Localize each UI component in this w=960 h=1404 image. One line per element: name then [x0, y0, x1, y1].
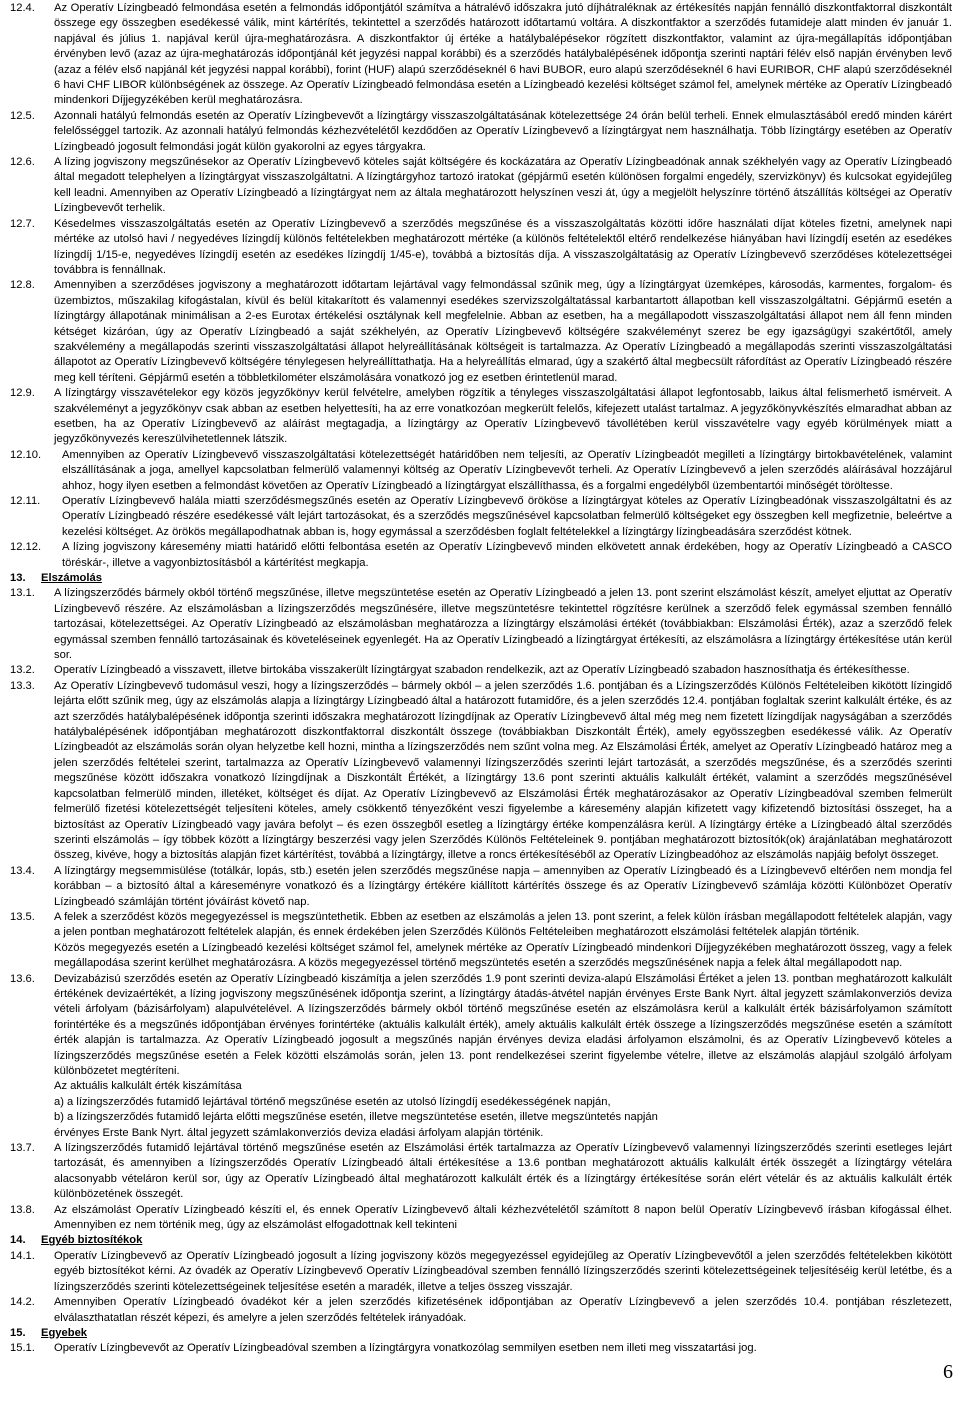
clause-number: 12.11. [10, 495, 41, 507]
clause [10, 972, 952, 1141]
clause-number: 13.4. [10, 864, 35, 877]
clause [10, 448, 952, 494]
clause [10, 540, 952, 571]
section-number: 15. [10, 1326, 26, 1339]
clause [10, 679, 952, 864]
clause [10, 910, 952, 972]
clause [10, 1341, 952, 1356]
document-body [10, 1, 952, 1357]
section-number: 14. [10, 1234, 26, 1247]
clause-number: 12.8. [10, 279, 35, 292]
clause [10, 494, 952, 540]
clause-text: A lízing jogviszony káresemény miatti határidő előtti felbontása esetén az Operatív Lízingbevevő minden elkövetett annak érdekében, hogy az Operatív Lízingbeadó a CASCO töréskár-, illetve a vagyonbiztosításból a kártérítést megkapja. [62, 541, 952, 569]
clause-number: 12.12. [10, 541, 42, 554]
clause-text: A lízingtárgy visszavételekor egy közös jegyzőkönyv kerül felvételre, amelyben rögzítik a tényleges visszaszolgáltatási állapot legfontosabb, laikus által felismerhető ismérveit. A szakvéleményt a jegyzőkönyv csak abban az esetben helyettesíti, ha az erre vonatkozóan megkerült felelős, kifejezett utalást tartalmaz. A jegyzőkönyvkészítés elmaradhat abban az esetben, ha az Operatív Lízingbevevő az aláírást megtagadja, a lízingtárgy az Operatív Lízingbevevő távollétében kerül visszavételre vagy egyéb körülmények miatt a jegyzőkönyvezés kereszülvihetetlennek látszik. [54, 387, 952, 446]
clause [10, 586, 952, 663]
clause-number: 12.4. [10, 2, 35, 14]
clause-text: Az Operatív Lízingbeadó felmondása esetén a felmondás időpontjától számítva a hátralévő időszakra jutó díjhátraléknak az értékesítés napján fennálló diszkontfaktorral diszkontált összege egy összegben esedékessé válik, mint kártérítés, tekintettel a szerződés határozott időtartamú voltára. A diszkontfaktor a szerződés futamideje alatt minden év január 1. napjával és július 1. napjával kerül újra-meghatározásra. A diszkontfaktor új értéke a hatálybalépésekor rögzített diszkontfaktor, valamint az újra-megállapítás időpontjában érvényben levő (azaz az újra-meghatározás időpontjánál két jegyzési nappal korábbi) és a szerződés hatálybalépésének időpontja szerinti naptári félév első napján érvényben levő (azaz a félév első napjánál két jegyzési nappal korábbi), forint (HUF) alapú szerződéseknél 6 havi BUBOR, euro alapú szerződéseknél 6 havi EURIBOR, CHF alapú szerződéseknél 6 havi CHF LIBOR különbségének az összege. Az Operatív Lízingbeadó felmondása esetén a Lízingbeadó kezelési költséget számol fel, amelynek mértéke az Operatív Lízingbeadó mindenkori Díjjegyzékében kerül meghatározásra. [54, 2, 952, 107]
clause-number: 14.2. [10, 1296, 35, 1309]
clause-number: 12.10. [10, 448, 42, 461]
section-title: Egyéb biztosítékok [41, 1234, 143, 1247]
clause [10, 155, 952, 217]
clause-text: A lízingtárgy megsemmisülése (totálkár, lopás, stb.) esetén jelen szerződés megszűnése napja – amennyiben az Operatív Lízingbeadó és a Lízingbevevő eltérően nem mondja fel korábban – a biztosító által a káreseményre vonatkozó és a lízingtárgy értékére kiállított kártérítés összege és az Operatív Lízingbevevő számlája közötti Különbözet Operatív Lízingbeadó számláján történt jóváírást követő nap. [54, 864, 952, 908]
clause-text: Operatív Lízingbevevő az Operatív Lízingbeadó jogosult a lízing jogviszony közös megegyezéssel egyidejűleg az Operatív Lízingbevevőtől a jelen szerződés feltételekben kikötött egyéb biztosítékot kérni. Az óvadék az Operatív Lízingbevevő Operatív Lízingbeadóval szemben fennálló lízingszerződés szerinti kötelezettségeinek teljesítéséig kerül letétbe, és a lízingszerződés szerinti kötelezettségeinek teljesítése esetén a maradék, illetve a teljes összeg visszajár. [54, 1249, 952, 1293]
clause-text: Amennyiben az Operatív Lízingbevevő visszaszolgáltatási kötelezettségét határidőben nem teljesíti, az Operatív Lízingbeadót megilleti a lízingtárgy birtokbavételének, valamint elszállításának a joga, amellyel kapcsolatban felmerülő valamennyi költség az Operatív Lízingbevevőt terheli. Az Operatív Lízingbevevő a jelen szerződés aláírásával hozzájárul ahhoz, hogy ilyen esetben a felmondást követően az Operatív Lízingbeadó a lízingtárgyat elszállíthassa, és a forgalmi engedélyből üzembentartói minőségét töröltesse. [62, 448, 952, 492]
clause-text: Késedelmes visszaszolgáltatás esetén az Operatív Lízingbevevő a szerződés megszűnése és a visszaszolgáltatás közötti időre használati díjat köteles fizetni, amelynek napi mértéke az utolsó havi / negyedéves lízingdíj különös feltételekben meghatározott mértéke (a különös feltételektől eltérő rendelkezése hiányában havi lízingdíj esetén az esedékes lízingdíj 1/15-e, negyedéves lízingdíj esetén az esedékes lízingdíj 1/45-e), továbbá a biztosítás díja. A visszaszolgáltatásig az Operatív Lízingbevevő szerződéses kötelezettségei továbbra is fennállnak. [54, 217, 952, 276]
clause-text: A lízing jogviszony megszűnésekor az Operatív Lízingbevevő köteles saját költségére és kockázatára az Operatív Lízingbeadónak annak székhelyén vagy az Operatív Lízingbeadó által megadott telephelyen a lízingtárgyat visszaszolgáltatni. A lízingtárgyhoz tartozó iratokat (gépjármű esetén különösen forgalmi engedély, szervizkönyv) és kulcsokat egyidejűleg kell leadni. Amennyiben az Operatív Lízingbeadó a lízingtárgyat nem az általa meghatározott helyszínen veszi át, úgy a megjelölt helyszínre történő átszállítás költségei az Operatív Lízingbevevőt terhelik. [54, 156, 952, 215]
section-heading [10, 571, 952, 586]
clause-number: 13.8. [10, 1203, 35, 1216]
clause-text: Amennyiben a szerződéses jogviszony a meghatározott időtartam lejártával vagy felmondással szűnik meg, úgy a lízingtárgyat üzemképes, károsodás, karmentes, forgalom- és üzembiztos, műszakilag kifogástalan, kívül és belül kitakarított és valamennyi esedékes szervizszolgáltatással karbantartott állapotban kell visszaszolgáltatni. Gépjármű esetén a lízingtárgy állapotának minimálisan a 2-es Eurotax értékelési osztálynak kell megfelelnie. Abban az esetben, ha a megállapodott visszaszolgáltatási állapot nem áll fenn minden kétséget kizáróan, úgy az Operatív Lízingbeadó a saját székhelyén, az Operatív Lízingbevevő költségére szakvéleményt szerez be egy igazságügyi szakértőtől, amely szakvélemény a megállapodás szerinti visszaszolgáltatási állapot helyreállításának költségeit is tartalmazza. Az Operatív Lízingbeadó a megállapodás szerinti visszaszolgáltatási állapotot az Operatív Lízingbevevő költségére ténylegesen helyreállíttathatja. Ha a helyreállítás elmarad, úgy a szakértő által megbecsült ráfordítást az Operatív Lízingbeadó részére meg kell téríteni. Gépjármű esetén a többletkilométer elszámolására vonatkozó jog ez esetben érintetlenül marad. [54, 279, 952, 384]
clause-text: A felek a szerződést közös megegyezéssel is megszüntethetik. Ebben az esetben az elszámolás a jelen 13. pont szerint, a felek külön írásban megállapodott feltételek alapján, vagy a jelen pontban meghatározott feltételek alapján, és ennek érdekében jelen Szerződés Különös Feltételeiben meghatározott elszámolási feltételek alapján történik. Közös megegyezés esetén a Lízingbeadó kezelési költséget számol fel, amelynek mértéke az Operatív Lízingbeadó mindenkori Díjjegyzékében meghatározott összeg, vagy a felek megállapodása szerint kerülhet meghatározásra. A közös megegyezéssel történő megszüntetés esetén a szerződés megszűnésének napja a felek által megállapodott nap. [54, 910, 952, 970]
clause-number: 12.7. [10, 217, 35, 230]
clause [10, 663, 952, 678]
clause-number: 13.6. [10, 972, 35, 985]
clause-number: 13.5. [10, 910, 35, 923]
clause-text: Operatív Lízingbevevő halála miatti szerződésmegszűnés esetén az Operatív Lízingbevevő örököse a lízingtárgyat köteles az Operatív Lízingbeadónak visszaszolgáltatni és az Operatív Lízingbeadó részére esedékessé vált lejárt tartozásokat, és a szerződés megszűnésével kapcsolatban felmerülő költségeket egy összegben kell megfizetnie, beleértve a kezelési költséget. Az örökös megállapodhatnak abban is, hogy egymással a szerződésben foglalt feltételekkel a lízingtárgy lízingbeadására szerződést kötnek. [62, 495, 952, 538]
page-number: 6 [943, 1361, 953, 1383]
clause-text: Azonnali hatályú felmondás esetén az Operatív Lízingbevevőt a lízingtárgy visszaszolgáltatásának kötelezettsége 24 órán belül terheli. Ennek elmulasztásából eredő minden kárért felelősséggel tartozik. Az azonnali hatályú felmondás kézhezvételétől kezdődően az Operatív Lízingbevevő a lízingtárgyat nem használhatja. Több lízingtárgy esetében az Operatív Lízingbeadó jogosult felmondási jogát külön gyakorolni az egyes tárgyakra. [54, 109, 952, 153]
clause [10, 1203, 952, 1234]
clause-number: 12.5. [10, 109, 35, 122]
clause [10, 1295, 952, 1326]
section-heading [10, 1326, 952, 1341]
clause-text: Amennyiben Operatív Lízingbeadó óvadékot kér a jelen szerződés kifizetésének időpontjában az Operatív Lízingbevevő a jelen szerződés 10.4. pontjában részletezett, elválaszthatatlan részét képezi, és amelyre a jelen szerződés feltételek irányadóak. [54, 1296, 952, 1324]
clause-number: 13.3. [10, 679, 35, 692]
clause-number: 14.1. [10, 1249, 35, 1262]
clause-number: 13.7. [10, 1142, 35, 1155]
section-heading [10, 1233, 952, 1248]
clause [10, 1141, 952, 1203]
clause [10, 217, 952, 279]
clause-number: 13.2. [10, 664, 35, 677]
clause-number: 13.1. [10, 587, 35, 600]
clause [10, 864, 952, 910]
clause [10, 278, 952, 386]
clause [10, 1249, 952, 1295]
clause-text: A lízingszerződés bármely okból történő megszűnése, illetve megszüntetése esetén az Operatív Lízingbeadó a jelen 13. pont szerint elszámolást készít, amelyet eljuttat az Operatív Lízingbevevő részére. Az elszámolásban a lízingszerződés megszűnésére, illetve megszüntetésre tekintettel rögzítésre kerülnek a szerződő felek egymással szemben fennálló tartozásai, kötelezettségei. Az Operatív Lízingbeadó az elszámolásban meghatározza a lízingtárgy elszámolási értékét (továbbiakban: Elszámolási Érték), azaz a szerződő felek egymással szemben fennálló tartozásainak és követeléseinek egyenlegét. Ha az Operatív Lízingbeadó a lízingtárgyat értékesíti, az elszámolásra a lízingtárgy értékesítése után kerül sor. [54, 587, 952, 662]
clause-text: A lízingszerződés futamidő lejártával történő megszűnése esetén az Elszámolási érték tartalmazza az Operatív Lízingbevevő valamennyi lízingszerződés szerinti esetleges lejárt tartozását, és amennyiben a lízingszerződés Operatív Lízingbeadó általi értékesítése a 13.6 pontban meghatározott aktuális kalkulált érték összegét a lízingtárgy vételára alacsonyabb vételáron kerül sor, úgy az Operatív Lízingbeadó által meghatározott kalkulált érték és a lízingtárgy értékesítése során elért vételár és az aktuális kalkulált érték különbözetének összegét. [54, 1142, 952, 1201]
section-title: Egyebek [41, 1326, 88, 1339]
clause-text: Operatív Lízingbeadó a visszavett, illetve birtokába visszakerült lízingtárgyat szabadon rendelkezik, azt az Operatív Lízingbeadó szabadon hasznosíthatja és értékesíthesse. [54, 664, 910, 677]
clause-text: Az Operatív Lízingbevevő tudomásul veszi, hogy a lízingszerződés – bármely okból – a jelen szerződés 1.6. pontjában és a Lízingszerződés Különös Feltételeiben kikötött lízingidő lejárta előtt szűnik meg, úgy az elszámolás alapja a lízingtárgy Lízingbeadó által a határozott futamidőre, és a jelen szerződés 12.4. pontjában foglaltak szerint kalkulált értéke, és az azt szerződés hatálybalépésének időpontja szerinti időszakra meghatározott lízingdíjnak az Operatív Lízingbevevő által még meg nem fizetett lízingdíjak nagyságában a szerződés hatálybalépésének időpontjában meghatározott diszkontfaktorral diszkontált összege (továbbiakban Diszkontált Érték), amely egyösszegben esedékessé válik. Az Operatív Lízingbeadót az elszámolás során olyan helyzetbe kell hozni, mintha a lízingszerződés nem szűnt volna meg. Az Elszámolási Érték, amelyet az Operatív Lízingbeadó határoz meg a jelen szerződés feltételei szerint, tartalmazza az Operatív Lízingbevevő valamennyi lízingszerződés szerinti lejárt tartozását, a szerződés megszűnése, és a szerződés szerinti megszűnése között időszakra vonatkozó lízingdíjnak a Diszkontált Értékét, a lízingtárgy 13.6 pont szerinti aktuális kalkulált értékét, valamint a szerződés megszűnésével kapcsolatban felmerülő minden, illetéket, költséget és díjat. Az Operatív Lízingbevevő az Elszámolási Érték meghatározásakor az Operatív Lízingbeadóval szemben felmerült felmerülő fizetési kötelezettségét teljesíteni köteles, amely csökkentő tényezőként veszi figyelembe a káresemény alapján kifizetett vagy kifizetendő biztosítási összeget, ha a biztosítást az Operatív Lízingbeadó vagy javára befolyt – és ezen összegből esetleg a lízingtárgy értéke kompenzálásra kerül. A lízingtárgy értéke a Lízingbeadó által szerződés szerinti elszámolás – így többek között a lízingtárgy beszerzési vagy jelen Szerződés Különös Feltételeinek 9. pontjában meghatározott biztosítók(ok) árajánlatában meghatározott összeg, kivéve, hogy a biztosítás alapján fizet kártérítést, továbbá a lízingtárgy, illetve a roncs értékesítéséből az Operatív Lízingbeadóhoz az elszámolás napjáig befolyt összeget. [54, 679, 952, 862]
section-title: Elszámolás [41, 572, 102, 585]
clause [10, 109, 952, 155]
clause-number: 12.6. [10, 156, 35, 169]
clause-text: Az elszámolást Operatív Lízingbeadó készíti el, és ennek Operatív Lízingbevevő általi kézhezvételétől számított 8 napon belül Operatív Lízingbevevő írásban kifogással élhet. Amennyiben ez nem történik meg, úgy az elszámolást elfogadottnak kell tekinteni [54, 1203, 952, 1232]
clause-text: Operatív Lízingbevevőt az Operatív Lízingbeadóval szemben a lízingtárgyra vonatkozólag semmilyen esetben nem illeti meg visszatartási jog. [54, 1342, 757, 1355]
clause-number: 15.1. [10, 1342, 35, 1355]
clause [10, 386, 952, 448]
clause [10, 1, 952, 109]
section-number: 13. [10, 572, 26, 585]
clause-text: Devizabázisú szerződés esetén az Operatív Lízingbeadó kiszámítja a jelen szerződés 1.9 pont szerinti deviza-alapú Elszámolási Értéket a jelen 13. pontban meghatározott kalkulált értékének devizaértékét, a lízing jogviszony megszűnésének időpontja szerint, a lízingtárgy átadás-átvétel napján érvényes Erste Bank Nyrt. által jegyzett számlakonverziós deviza vételi árfolyam (bázisárfolyam) alapulvételével. A lízingszerződés bármely okból történő megszűnése esetén az elszámolásra kerül a kalkulált érték bázisárfolyamon számított forintértéke és a megszűnés időpontjában érvényes forintértéke (aktuális kalkulált érték), amely aktuális kalkulált érték összege a lízingszerződés megszűnése esetén a számított érték alapján is tartalmazza. Az Operatív Lízingbeadó jogosult a megszűnés napján érvényes deviza eladási árfolyamon elszámolni, és az Operatív Lízingbevevő köteles a lízingszerződés megszűnése esetén a Felek közötti elszámolás során, jelen 13. pont rendelkezései szerint figyelembe vételre, illetve az elszámolás alapjául szolgáló árfolyam különbözetet megtéríteni. Az aktuális kalkulált érték kiszámítása a) a lízingszerződés futamidő lejártával történő megszűnése esetén az utolsó lízingdíj esedékességének napján, b) a lízingszerződés futamidő lejárta előtti megszűnése esetén, illetve megszüntetése esetén, illetve megszüntetés napján érvényes Erste Bank Nyrt. által jegyzett számlakonverziós deviza eladási árfolyam alapján történik. [54, 972, 952, 1139]
clause-number: 12.9. [10, 387, 35, 400]
